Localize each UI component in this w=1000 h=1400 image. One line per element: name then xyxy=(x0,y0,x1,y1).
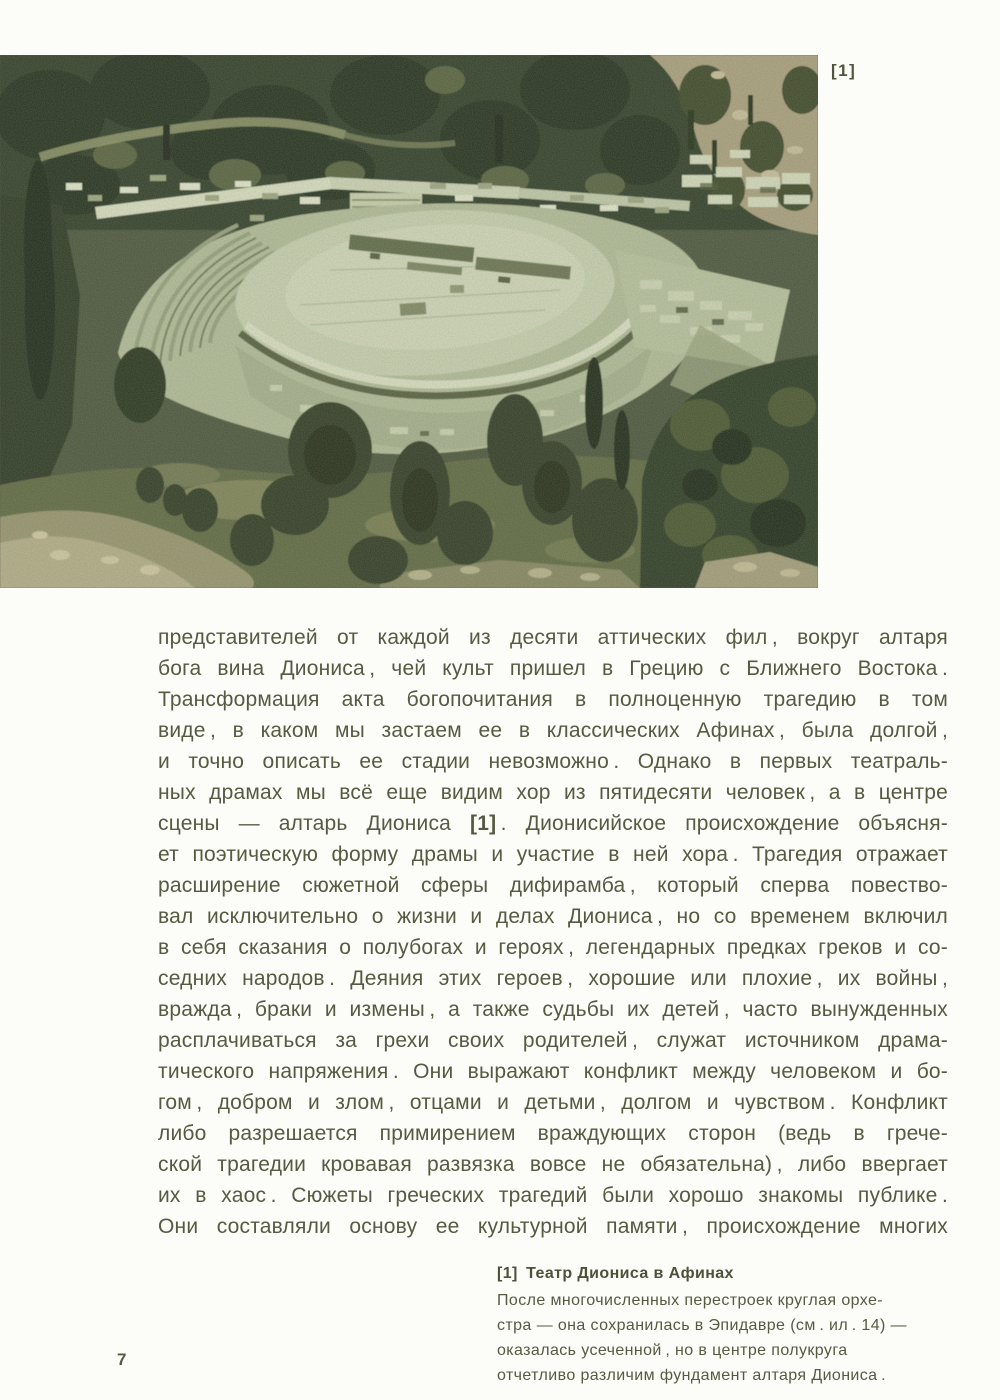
body-text-line: Трансформация акта богопочитания в полноценную трагедию в том xyxy=(158,688,948,711)
body-text-line: ных драмах мы всё еще видим хор из пятидесяти человек , а в центре xyxy=(158,781,948,804)
body-text-line: ской трагедии кровавая развязка вовсе не обязательна) , либо ввергает xyxy=(158,1153,948,1176)
body-text-line: их в хаос . Сюжеты греческих трагедий были хорошо знакомы публике . xyxy=(158,1184,948,1207)
body-text-line: Они составляли основу ее культурной памяти , происхождение многих xyxy=(158,1215,948,1238)
body-text-line: либо разрешается примирением враждующих сторон (ведь в грече- xyxy=(158,1122,948,1145)
body-text-line: расплачиваться за грехи своих родителей , служат источником драма- xyxy=(158,1029,948,1052)
body-text xyxy=(158,622,948,1242)
figure-photo xyxy=(0,55,818,588)
body-text-line: вал исключительно о жизни и делах Диониса , но со временем включил xyxy=(158,905,948,928)
caption-line: отчетливо различим фундамент алтаря Диониса . xyxy=(497,1367,886,1384)
page-number: 7 xyxy=(117,1350,127,1369)
caption-title: [1] Театр Диониса в Афинах xyxy=(497,1265,734,1282)
body-text-line: вражда , браки и измены , а также судьбы их детей , часто вынужденных xyxy=(158,998,948,1021)
body-text-line: ет поэтическую форму драмы и участие в ней хора . Трагедия отражает xyxy=(158,843,948,866)
caption-line: После многочисленных перестроек круглая орхе- xyxy=(497,1292,884,1309)
caption-text xyxy=(497,1288,957,1388)
body-text-line: седних народов . Деяния этих героев , хорошие или плохие , их войны , xyxy=(158,967,948,990)
figure-number-label: [1] xyxy=(831,61,857,80)
theatre-aerial-photo xyxy=(0,55,818,588)
figure-caption xyxy=(497,1261,957,1388)
body-text-line: в себя сказания о полубогах и героях , легендарных предках греков и со- xyxy=(158,936,948,959)
body-text-line: сцены — алтарь Диониса [1] . Дионисийское происхождение объясня- xyxy=(158,812,948,835)
body-text-line: расширение сюжетной сферы дифирамба , который сперва повество- xyxy=(158,874,948,897)
body-text-line: представителей от каждой из десяти аттических фил , вокруг алтаря xyxy=(158,626,948,649)
body-text-line: гом , добром и злом , отцами и детьми , долгом и чувством . Конфликт xyxy=(158,1091,948,1114)
body-text-line: тического напряжения . Они выражают конфликт между человеком и бо- xyxy=(158,1060,948,1083)
caption-line: стра — она сохранилась в Эпидавре (см . ил . 14) — xyxy=(497,1317,907,1334)
body-text-line: бога вина Диониса , чей культ пришел в Грецию с Ближнего Востока . xyxy=(158,657,948,680)
body-text-line: виде , в каком мы застаем ее в классических Афинах , была долгой , xyxy=(158,719,948,742)
body-text-line: и точно описать ее стадии невозможно . Однако в первых театраль- xyxy=(158,750,948,773)
caption-line: оказалась усеченной , но в центре полукруга xyxy=(497,1342,848,1359)
